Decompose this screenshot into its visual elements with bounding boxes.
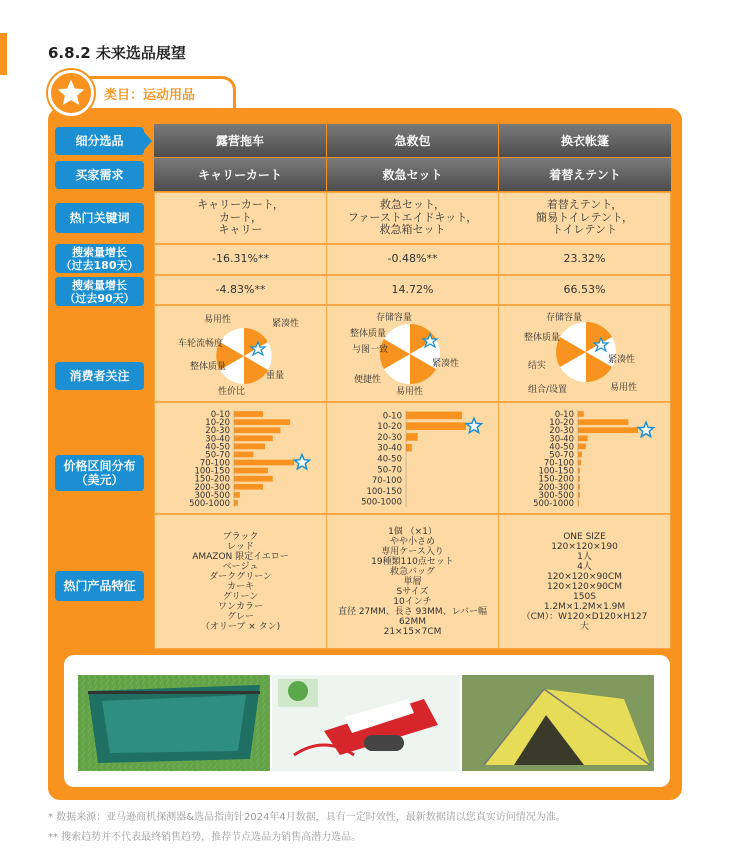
growth90-0 xyxy=(154,275,327,305)
growth180-value-2: 23.32% xyxy=(563,252,606,266)
price-bin-label: 10-20 xyxy=(549,418,574,429)
price-bin-label: 70-100 xyxy=(371,476,402,487)
growth90-value-0: -4.83%** xyxy=(215,282,266,296)
keyword-0-1: カート， xyxy=(218,210,262,224)
focus-0-label-4: 重量 xyxy=(266,371,285,381)
price-bar xyxy=(578,492,580,498)
price-bar xyxy=(234,468,268,474)
keyword-0-0: キャリーカート， xyxy=(197,198,284,212)
price-bar xyxy=(406,433,418,441)
demand-1: 救急セット xyxy=(327,158,498,191)
feature-0-2: AMAZON 限定イエロー xyxy=(192,551,289,562)
demand-2: 着替えテント xyxy=(499,158,671,191)
keywords-cell-2 xyxy=(498,192,671,244)
price-cell-2 xyxy=(498,402,671,514)
price-bin-label: 70-100 xyxy=(543,458,574,469)
feature-1-7: 10インチ xyxy=(393,596,432,607)
price-bar xyxy=(406,412,462,420)
price-bin-label: 100-150 xyxy=(366,486,402,497)
price-bin-label: 500-1000 xyxy=(189,498,230,509)
price-bar xyxy=(234,419,290,425)
feature-2-4: 120×120×90CM xyxy=(547,571,622,582)
feature-1-3: 19種類110点セット xyxy=(371,556,454,567)
price-bar xyxy=(578,411,584,417)
price-bar xyxy=(234,492,240,498)
features-cell-1 xyxy=(326,514,499,649)
focus-0-label-2: 车轮流畅度 xyxy=(178,339,224,349)
price-bin-label: 0-10 xyxy=(382,411,402,422)
row-label-growth180: 搜索量增长 （过去180天） xyxy=(55,244,144,273)
price-bar xyxy=(578,435,588,441)
focus-1-label-5: 易用性 xyxy=(396,387,424,397)
price-bar xyxy=(578,460,581,466)
focus-cell-2 xyxy=(498,305,671,402)
feature-2-6: 150S xyxy=(573,591,596,602)
growth180-2 xyxy=(498,244,671,275)
product-images xyxy=(64,655,670,787)
growth180-1 xyxy=(326,244,499,275)
price-bin-label: 500-1000 xyxy=(361,497,402,508)
feature-2-0: ONE SIZE xyxy=(563,531,606,542)
price-bin-label: 50-70 xyxy=(549,450,574,461)
focus-0-label-3: 整体质量 xyxy=(190,362,227,372)
price-bin-label: 300-500 xyxy=(194,490,230,501)
row-label-growth90: 搜索量增长 （过去90天） xyxy=(55,277,144,306)
col-head-2: 换衣帐篷 xyxy=(499,124,671,157)
feature-0-8: グレー xyxy=(226,611,254,622)
price-bin-label: 200-300 xyxy=(538,482,574,493)
price-bar xyxy=(234,500,238,506)
keywords-cell-1 xyxy=(326,192,499,244)
price-bin-label: 40-50 xyxy=(549,442,574,453)
price-bin-label: 0-10 xyxy=(554,410,574,421)
feature-0-4: ダークグリーン xyxy=(209,571,272,582)
feature-0-7: ワンカラー xyxy=(217,601,263,612)
feature-2-8: （CM）：W120×D120×H127 xyxy=(521,611,648,622)
highlight-star-icon xyxy=(294,455,309,470)
feature-1-2: 専用ケース入り xyxy=(381,546,444,557)
price-chart-0 xyxy=(154,403,327,513)
price-bar xyxy=(234,411,263,417)
price-bin-label: 40-50 xyxy=(205,442,230,453)
feature-0-9: （オリーブ × タン) xyxy=(200,621,281,632)
focus-2-label-1: 整体质量 xyxy=(524,333,561,343)
features-cell-2 xyxy=(498,514,671,649)
price-bin-label: 0-10 xyxy=(210,410,230,421)
focus-cell-1 xyxy=(326,305,499,402)
growth90-value-2: 66.53% xyxy=(563,282,606,296)
star-badge-icon xyxy=(48,70,94,116)
price-bin-label: 150-200 xyxy=(194,474,230,485)
focus-pie-0 xyxy=(154,306,327,401)
row-label-keywords: 热门关键词 xyxy=(55,203,144,233)
price-bar xyxy=(406,422,466,430)
focus-2-label-5: 易用性 xyxy=(610,383,638,393)
price-bin-label: 50-70 xyxy=(377,465,402,476)
price-bin-label: 30-40 xyxy=(377,443,402,454)
price-bar xyxy=(234,435,273,441)
price-bin-label: 150-200 xyxy=(538,474,574,485)
price-bin-label: 300-500 xyxy=(538,490,574,501)
focus-pie-2 xyxy=(498,306,671,401)
product-images-box xyxy=(64,655,670,787)
focus-2-label-0: 存储容量 xyxy=(546,313,583,323)
price-bar xyxy=(234,452,253,458)
price-cell-0 xyxy=(154,402,327,514)
focus-2-label-2: 紧凑性 xyxy=(608,355,636,365)
trolley-image xyxy=(78,675,270,771)
feature-2-2: 1人 xyxy=(577,551,592,562)
feature-0-6: グリーン xyxy=(222,591,259,602)
category-header xyxy=(46,70,236,114)
price-chart-1 xyxy=(326,403,499,513)
price-bar xyxy=(578,419,628,425)
row-label-features: 热门产品特征 xyxy=(55,571,144,601)
growth90-2 xyxy=(498,275,671,305)
col-head-1: 急救包 xyxy=(327,124,498,157)
price-bar xyxy=(234,476,273,482)
price-bin-label: 20-30 xyxy=(377,432,402,443)
focus-pie-1 xyxy=(326,306,499,401)
row-label-focus: 消费者关注 xyxy=(55,362,144,390)
price-bin-label: 40-50 xyxy=(377,454,402,465)
feature-1-9: 62MM xyxy=(399,616,426,627)
keyword-1-1: ファーストエイドキット， xyxy=(347,210,478,224)
row-label-demand: 买家需求 xyxy=(55,161,144,189)
price-bar xyxy=(578,476,580,482)
price-bin-label: 50-70 xyxy=(205,450,230,461)
footnote-2: ** 搜索趋势并不代表最终销售趋势，推荐节点选品为销售高潜力选品。 xyxy=(48,832,362,843)
keyword-2-2: トイレテント xyxy=(552,223,617,237)
keyword-1-2: 救急箱セット xyxy=(379,223,446,237)
keyword-2-1: 簡易トイレテント， xyxy=(536,210,633,224)
focus-1-label-1: 整体质量 xyxy=(350,329,387,339)
price-bar xyxy=(578,468,580,474)
focus-0-label-5: 性价比 xyxy=(218,387,246,397)
focus-2-label-4: 组合/设置 xyxy=(528,385,568,395)
price-bar xyxy=(234,427,280,433)
feature-0-5: カーキ xyxy=(226,581,254,592)
price-bar xyxy=(234,484,263,490)
price-cell-1 xyxy=(326,402,499,514)
price-bin-label: 70-100 xyxy=(199,458,230,469)
feature-1-10: 21×15×7CM xyxy=(383,626,442,637)
price-bin-label: 20-30 xyxy=(205,426,230,437)
price-bar xyxy=(578,427,638,433)
feature-1-1: やや小さめ xyxy=(389,536,435,547)
category-label: 类目：运动用品 xyxy=(104,88,196,103)
footnote-1: * 数据来源：亚马逊商机探测器&选品指南针2024年4月数据，具有一定时效性，最新数据请以您真实访问情况为准。 xyxy=(48,812,566,823)
price-bar xyxy=(234,444,265,450)
feature-2-3: 4人 xyxy=(577,561,592,572)
growth180-value-1: -0.48%** xyxy=(387,252,438,266)
keyword-0-2: キャリー xyxy=(218,223,263,237)
feature-1-4: 救急バッグ xyxy=(389,566,435,577)
price-bin-label: 20-30 xyxy=(549,426,574,437)
focus-0-label-1: 紧凑性 xyxy=(272,319,300,329)
focus-1-label-2: 与图一致 xyxy=(352,345,389,355)
section-title: 6.8.2 未来选品展望 xyxy=(48,44,186,62)
feature-0-0: ブラック xyxy=(222,531,259,542)
feature-1-8: 直径 27MM、長さ 93MM、レバー幅 xyxy=(337,606,488,617)
price-bar xyxy=(578,452,582,458)
price-chart-2 xyxy=(498,403,671,513)
feature-1-6: Sサイズ xyxy=(396,586,429,597)
feature-0-3: ベージュ xyxy=(222,561,259,572)
growth90-value-1: 14.72% xyxy=(391,282,434,296)
focus-1-label-4: 便捷性 xyxy=(354,375,382,385)
feature-2-7: 1.2M×1.2M×1.9M xyxy=(543,601,626,612)
keywords-cell-0 xyxy=(154,192,327,244)
row-label-price: 价格区间分布 （美元） xyxy=(55,455,144,491)
highlight-star-icon xyxy=(466,418,481,432)
price-bar xyxy=(234,460,294,466)
highlight-star-icon xyxy=(638,422,653,437)
demand-0: キャリーカート xyxy=(154,158,326,191)
price-bar xyxy=(578,484,580,490)
feature-2-1: 120×120×190 xyxy=(551,541,618,552)
focus-0-label-0: 易用性 xyxy=(204,315,232,325)
price-bin-label: 10-20 xyxy=(205,418,230,429)
price-bin-label: 10-20 xyxy=(377,422,402,433)
focus-cell-0 xyxy=(154,305,327,402)
price-bin-label: 100-150 xyxy=(194,466,230,477)
price-bin-label: 30-40 xyxy=(549,434,574,445)
feature-2-5: 120×120×90CM xyxy=(547,581,622,592)
price-bin-label: 100-150 xyxy=(538,466,574,477)
price-bin-label: 30-40 xyxy=(205,434,230,445)
feature-1-5: 単層 xyxy=(403,576,422,587)
tent-image xyxy=(462,675,654,771)
price-bin-label: 200-300 xyxy=(194,482,230,493)
keyword-1-0: 救急セット， xyxy=(379,198,445,212)
feature-1-0: 1個 （×1） xyxy=(388,526,437,537)
col-head-0: 露营拖车 xyxy=(154,124,326,157)
price-bin-label: 500-1000 xyxy=(533,498,574,509)
feature-2-9: 大 xyxy=(579,621,589,632)
growth180-value-0: -16.31%** xyxy=(212,252,269,266)
row-label-arrow-icon xyxy=(144,132,152,150)
keyword-2-0: 着替えテント， xyxy=(546,198,623,212)
price-bar xyxy=(578,444,586,450)
focus-2-label-3: 结实 xyxy=(528,361,547,371)
growth90-1 xyxy=(326,275,499,305)
price-bar xyxy=(406,444,412,452)
focus-1-label-3: 紧凑性 xyxy=(432,359,460,369)
row-label-sub: 细分选品 xyxy=(55,127,144,155)
focus-1-label-0: 存储容量 xyxy=(376,313,413,323)
section-accent-bar xyxy=(0,33,7,75)
growth180-0 xyxy=(154,244,327,275)
first-aid-kit-image xyxy=(272,675,460,771)
feature-0-1: レッド xyxy=(227,541,254,552)
features-cell-0 xyxy=(154,514,327,649)
